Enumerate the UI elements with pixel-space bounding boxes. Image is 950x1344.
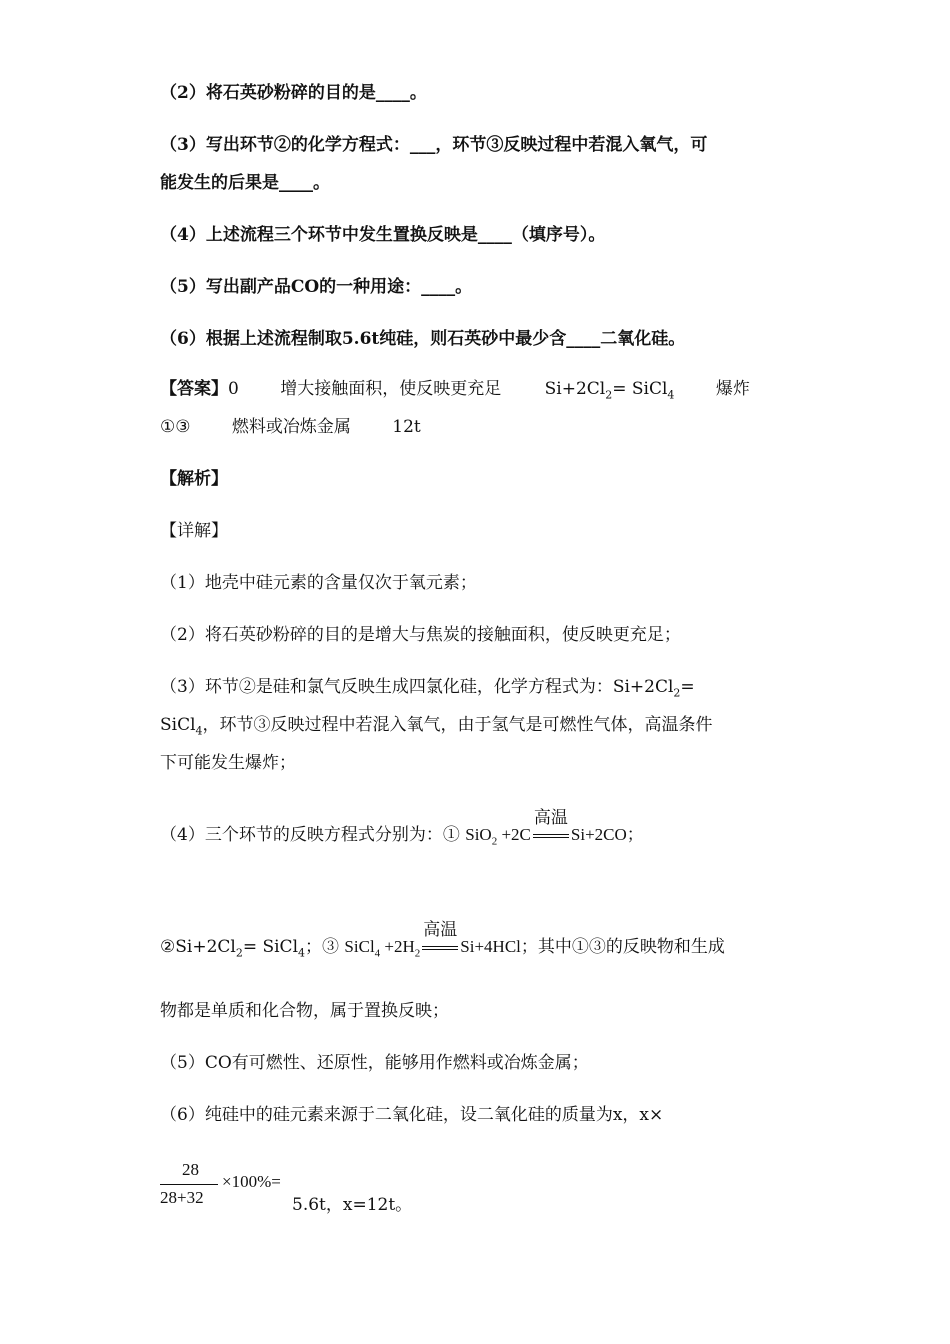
answer-1: 0 [228,379,239,399]
fraction-result: 5.6t，x=12t。 [292,1195,413,1215]
question-5: （5）写出副产品CO的一种用途：____。 [160,277,473,297]
detail-3-line2: SiCl$_4$，环节③反映过程中若混入氧气，由于氢气是可燃性气体，高温条件 [160,715,713,738]
answer-2: 增大接触面积，使反映更充足 [280,379,502,399]
equation-1-arrow [533,834,569,838]
fraction-tail: ×100%= [222,1172,281,1191]
answer-4: 爆炸 [715,379,750,399]
question-2: （2）将石英砂粉碎的目的是____。 [160,83,427,103]
fraction-numerator: 28 [182,1160,199,1179]
answer-3: $Si+2Cl_2=$ SiCl$_4$ [544,379,675,402]
detail-5: （5）CO有可燃性、还原性，能够用作燃料或冶炼金属； [160,1053,589,1073]
detail-2: （2）将石英砂粉碎的目的是增大与焦炭的接触面积，使反映更充足； [160,625,681,645]
equation-2-condition: 高温 [423,920,458,939]
equation-1: SiO$_2$ +2C 高温 Si+2CO [465,825,627,847]
answer-line2 [160,412,421,437]
detail-4-line1: （4）三个环节的反映方程式分别为：① SiO$_2$ +2C 高温 Si+2CO； [160,820,644,847]
detail-4-line3: 物都是单质和化合物，属于置换反映； [160,1001,449,1021]
analysis-label: 【解析】 [160,469,228,489]
answer-label: 【答案】 [160,379,228,399]
fraction-denominator: 28+32 [160,1188,204,1207]
question-3-line2: 能发生的后果是____。 [160,173,330,193]
question-6: （6）根据上述流程制取5.6t纯硅，则石英砂中最少含____二氧化硅。 [160,329,686,349]
detail-1: （1）地壳中硅元素的含量仅次于氧元素； [160,573,477,593]
equation-1-condition: 高温 [533,808,568,827]
detail-6: （6）纯硅中的硅元素来源于二氧化硅，设二氧化硅的质量为x，x× [160,1105,664,1125]
detail-4-line2: $②Si+2Cl_2=$ SiCl$_4$；③ SiCl$_4$ $+2H_2$ 高温 Si+4HCl；其中①③的反映物和生成 [160,932,725,959]
question-4: （4）上述流程三个环节中发生置换反映是____（填序号）。 [160,225,606,245]
detail-label: 【详解】 [160,521,228,541]
question-3-line1: （3）写出环节②的化学方程式：___，环节③反映过程中若混入氧气，可 [160,135,708,155]
equation-2: SiCl$_4$ $+2H_2$ 高温 Si+4HCl [344,937,520,959]
answer-5: ①③ [160,417,191,437]
equation-2-arrow [422,946,458,950]
answer-6: 燃料或冶炼金属 [231,417,351,437]
fraction-bar [160,1184,218,1185]
detail-3-line3: 下可能发生爆炸； [160,753,296,773]
answer-line1 [160,374,750,401]
answer-7: 12t [392,417,421,437]
detail-3-line1: （3）环节②是硅和氯气反映生成四氯化硅，化学方程式为：$Si+2Cl_2=$ [160,677,695,700]
